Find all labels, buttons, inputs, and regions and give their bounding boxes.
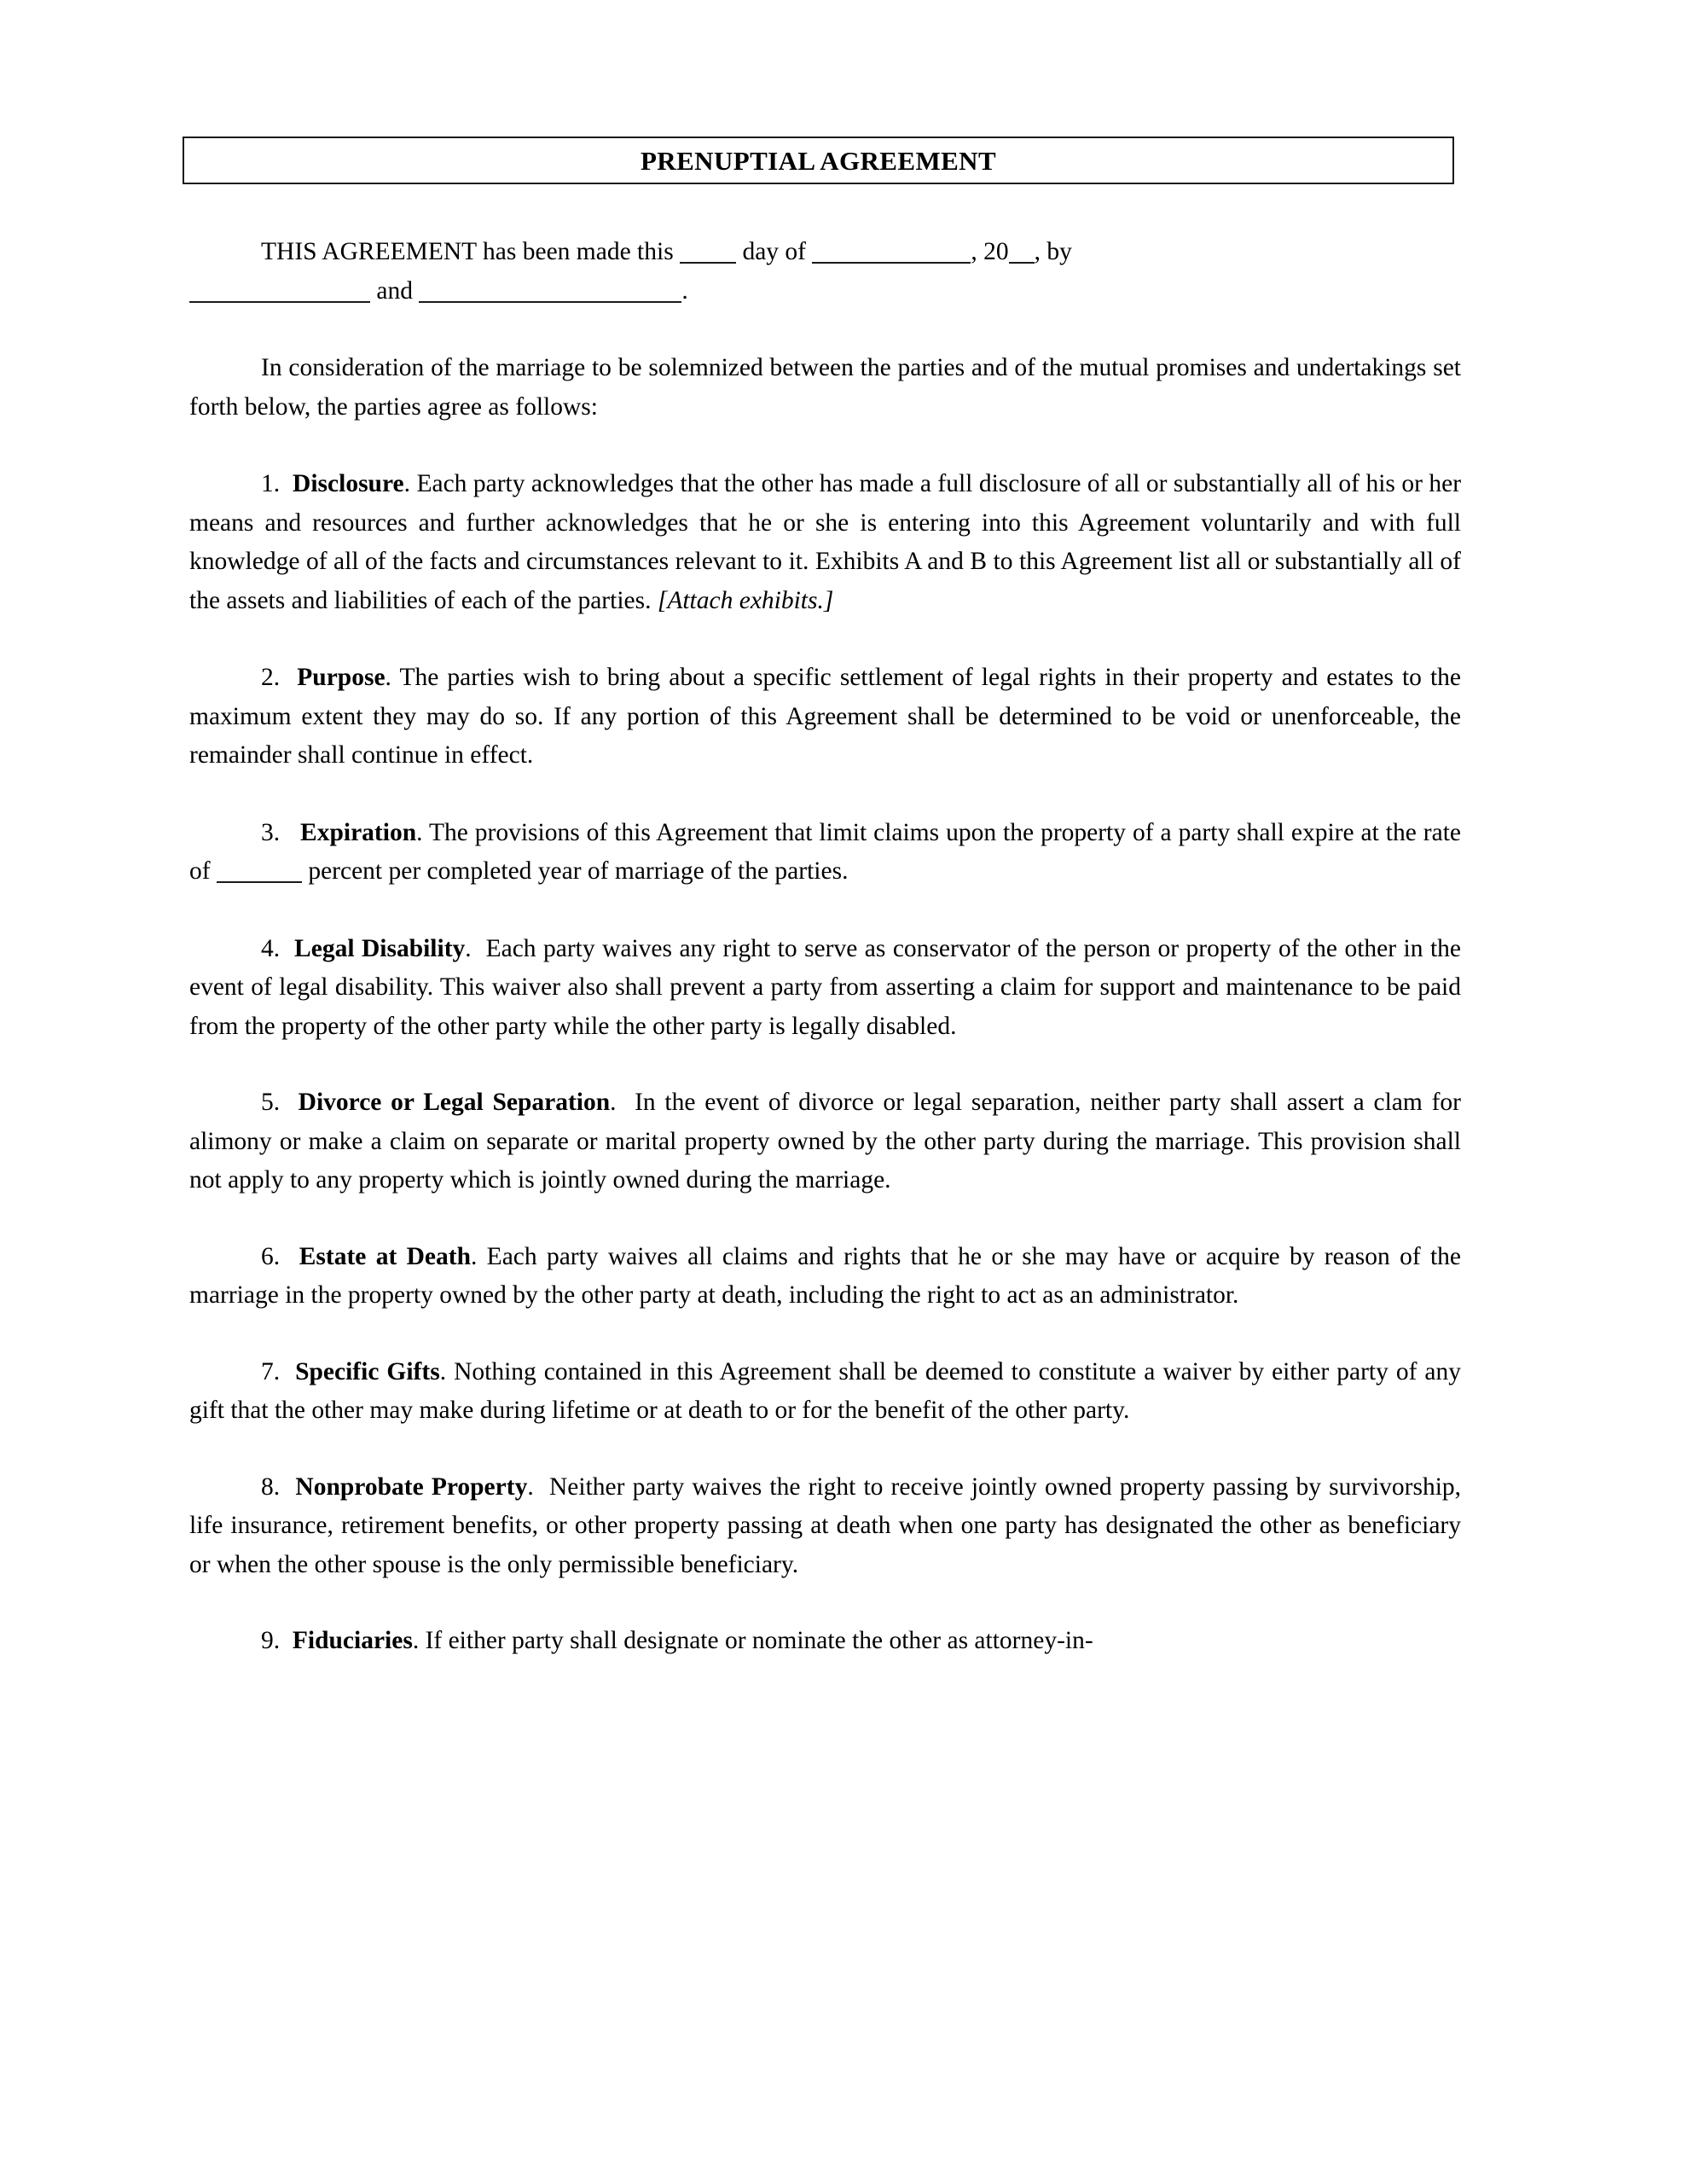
consideration-recital: In consideration of the marriage to be solemnized between the parties and of the mutual promises and undertakings set forth below, the parties agree as follows: <box>189 354 1461 421</box>
clause-3-separator: . <box>416 818 423 846</box>
clause-6-number: 6. <box>261 1242 281 1270</box>
clause-2-number: 2. <box>261 664 281 691</box>
clause-4-separator: . <box>465 934 472 962</box>
clause-9-text: If either party shall designate or nominate the other as attorney-in- <box>425 1627 1093 1654</box>
clause-6-separator: . <box>470 1242 478 1270</box>
clause-5-separator: . <box>610 1089 617 1116</box>
clause-8-text: Neither party waives the right to receive jointly owned property passing by survivorship, life insurance, retirement benefits, or other property passing at death when one party has designated the other as beneficiary or when the other spouse is the only permissible beneficiary. <box>189 1472 1462 1578</box>
clause-4-heading: Legal Disability <box>294 934 466 962</box>
clause-3-number: 3. <box>261 818 281 846</box>
intro-text-part1: THIS AGREEMENT has been made this <box>261 238 674 265</box>
agreement-date-recital <box>189 233 1461 272</box>
clause-7-number: 7. <box>261 1357 281 1385</box>
clause-8-nonprobate-property <box>189 1468 1461 1585</box>
clause-2-separator: . <box>385 664 391 691</box>
document-title-box <box>183 136 1454 184</box>
clause-9-number: 9. <box>261 1627 281 1654</box>
party-conjunction: and <box>376 276 413 305</box>
intro-text-part2: day of <box>742 238 806 265</box>
document-body <box>189 233 1461 1661</box>
clause-3-expiration <box>189 814 1461 892</box>
month-blank-field[interactable] <box>812 241 971 264</box>
clause-5-heading: Divorce or Legal Separation <box>298 1089 611 1116</box>
clause-7-specific-gifts <box>189 1353 1461 1431</box>
clause-6-estate-at-death <box>189 1238 1461 1316</box>
party-b-name-blank[interactable] <box>419 281 681 303</box>
clause-5-text: In the event of divorce or legal separation, neither party shall assert a clam for alimony or make a claim on separate or marital property owned by the other party during the marriage. This provision shall not apply to any property which is jointly owned during the marriage. <box>189 1089 1462 1194</box>
intro-text-part4: , by <box>1034 238 1072 265</box>
intro-text-part3: , 20 <box>971 238 1009 265</box>
clause-8-number: 8. <box>261 1472 281 1501</box>
party-a-name-blank[interactable] <box>189 281 370 303</box>
clause-5-number: 5. <box>261 1089 281 1116</box>
clause-4-number: 4. <box>261 934 281 962</box>
clause-4-legal-disability <box>189 930 1461 1047</box>
page-title: PRENUPTIAL AGREEMENT <box>640 145 997 176</box>
clause-7-heading: Specific Gifts <box>295 1357 440 1385</box>
clause-6-text: Each party waives all claims and rights that he or she may have or acquire by reason of the marriage in the property owned by the other party at death, including the right to act as an administrator. <box>189 1242 1461 1309</box>
clause-2-text: The parties wish to bring about a specific settlement of legal rights in their property and estates to the maximum extent they may do so. If any portion of this Agreement shall be determined to be void or unenforceable, the remainder shall continue in effect. <box>189 664 1462 769</box>
clause-6-heading: Estate at Death <box>299 1242 471 1270</box>
clause-9-separator: . <box>412 1627 420 1654</box>
clause-3-text-before-blank: The provisions of this Agreement that limit claims upon the property of a party shall expire at the rate of <box>189 818 1462 885</box>
clause-1-italic-note: [Attach exhibits.] <box>657 586 834 614</box>
year-blank-field[interactable] <box>1009 241 1035 264</box>
clause-7-text: Nothing contained in this Agreement shall be deemed to constitute a waiver by either party of any gift that the other may make during lifetime or at death to or for the benefit of the other party. <box>189 1357 1461 1424</box>
clause-5-divorce-or-legal-separation <box>189 1083 1461 1200</box>
clause-8-heading: Nonprobate Property <box>295 1472 528 1501</box>
clause-9-heading: Fiduciaries <box>292 1627 413 1654</box>
clause-3-text-after-blank: percent per completed year of marriage of the parties. <box>308 857 849 885</box>
clause-1-separator: . <box>403 470 410 497</box>
clause-1-number: 1. <box>261 470 281 497</box>
party-line-terminator: . <box>681 276 688 305</box>
party-names-line <box>189 272 1461 311</box>
clause-1-heading: Disclosure <box>293 470 404 497</box>
clause-8-separator: . <box>527 1472 534 1501</box>
clause-2-purpose <box>189 659 1461 775</box>
clause-1-disclosure <box>189 465 1461 620</box>
clause-1-text: Each party acknowledges that the other has made a full disclosure of all or substantially all of his or her means and resources and further acknowledges that he or she is entering into this Agreement voluntarily and with full knowledge of all of the facts and circumstances relevant to it. Exhibits A and B to this Agreement list all or substantially all of the assets and liabilities of each of the parties. <box>189 470 1462 614</box>
clause-3-heading: Expiration <box>300 818 417 846</box>
clause-9-fiduciaries <box>189 1622 1461 1661</box>
day-blank-field[interactable] <box>680 241 736 264</box>
clause-4-text: Each party waives any right to serve as conservator of the person or property of the other in the event of legal disability. This waiver also shall prevent a party from asserting a claim for support and maintenance to be paid from the property of the other party while the other party is legally disabled. <box>189 934 1462 1040</box>
clause-2-heading: Purpose <box>297 664 386 691</box>
expiration-percent-blank[interactable] <box>217 861 302 883</box>
clause-7-separator: . <box>439 1357 447 1385</box>
